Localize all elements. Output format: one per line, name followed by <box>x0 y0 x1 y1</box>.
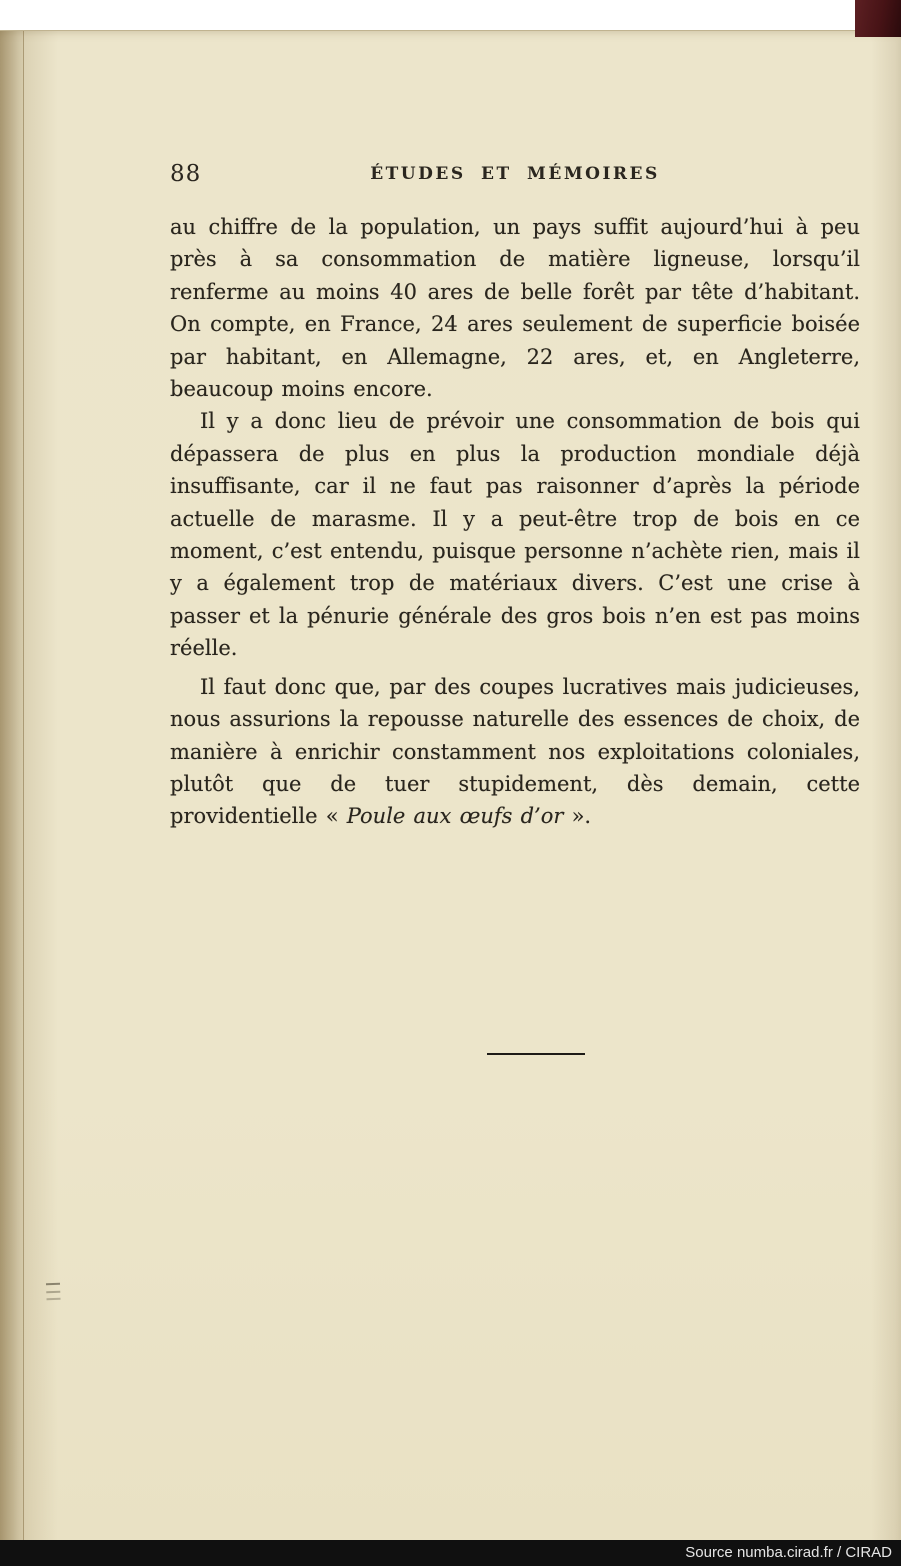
book-page <box>0 30 901 1540</box>
paragraph-3 <box>170 671 860 833</box>
page-spine-edge <box>0 31 24 1540</box>
section-end-rule <box>487 1053 585 1055</box>
paragraph-1: au chiffre de la population, un pays suffit aujourd’hui à peu près à sa consommation de matière ligneuse, lorsqu’il renferme au moins 40 ares de belle forêt par tête d’habitant. On compte, en France, 24 ares seulement de superficie boisée par habitant, en Allemagne, 22 ares, et, en Angleterre, beaucoup moins encore. <box>170 215 860 402</box>
source-attribution-bar <box>0 1540 901 1566</box>
book-cover-corner <box>855 0 901 37</box>
running-title: ÉTUDES ET MÉMOIRES <box>370 164 660 184</box>
running-head <box>170 159 860 187</box>
paragraph-3-tail: ». <box>563 804 592 829</box>
source-text: Source numba.cirad.fr / CIRAD <box>685 1544 892 1561</box>
scan-artifact-marks <box>46 1283 60 1285</box>
paragraph-3-lead: Il faut donc que, par des coupes lucratives mais judicieuses, nous assurions la repousse naturelle des essences de choix, de manière à enrichir constamment nos exploitations coloniales, plutôt que de tuer stupidement, dès demain, cette providentielle « <box>170 674 860 829</box>
paragraph-3-italic-phrase: Poule aux œufs d’or <box>346 804 564 829</box>
paragraph-2: Il y a donc lieu de prévoir une consommation de bois qui dépassera de plus en plus la production mondiale déjà insuffisante, car il ne faut pas raisonner d’après la période actuelle de marasme. Il y a peut-être trop de bois en ce moment, c’est entendu, puisque personne n’achète rien, mais il y a également trop de matériaux divers. C’est une crise à passer et la pénurie générale des gros bois n’en est pas moins réelle. <box>170 409 860 661</box>
page-number: 88 <box>170 161 202 187</box>
text-block <box>170 211 860 833</box>
